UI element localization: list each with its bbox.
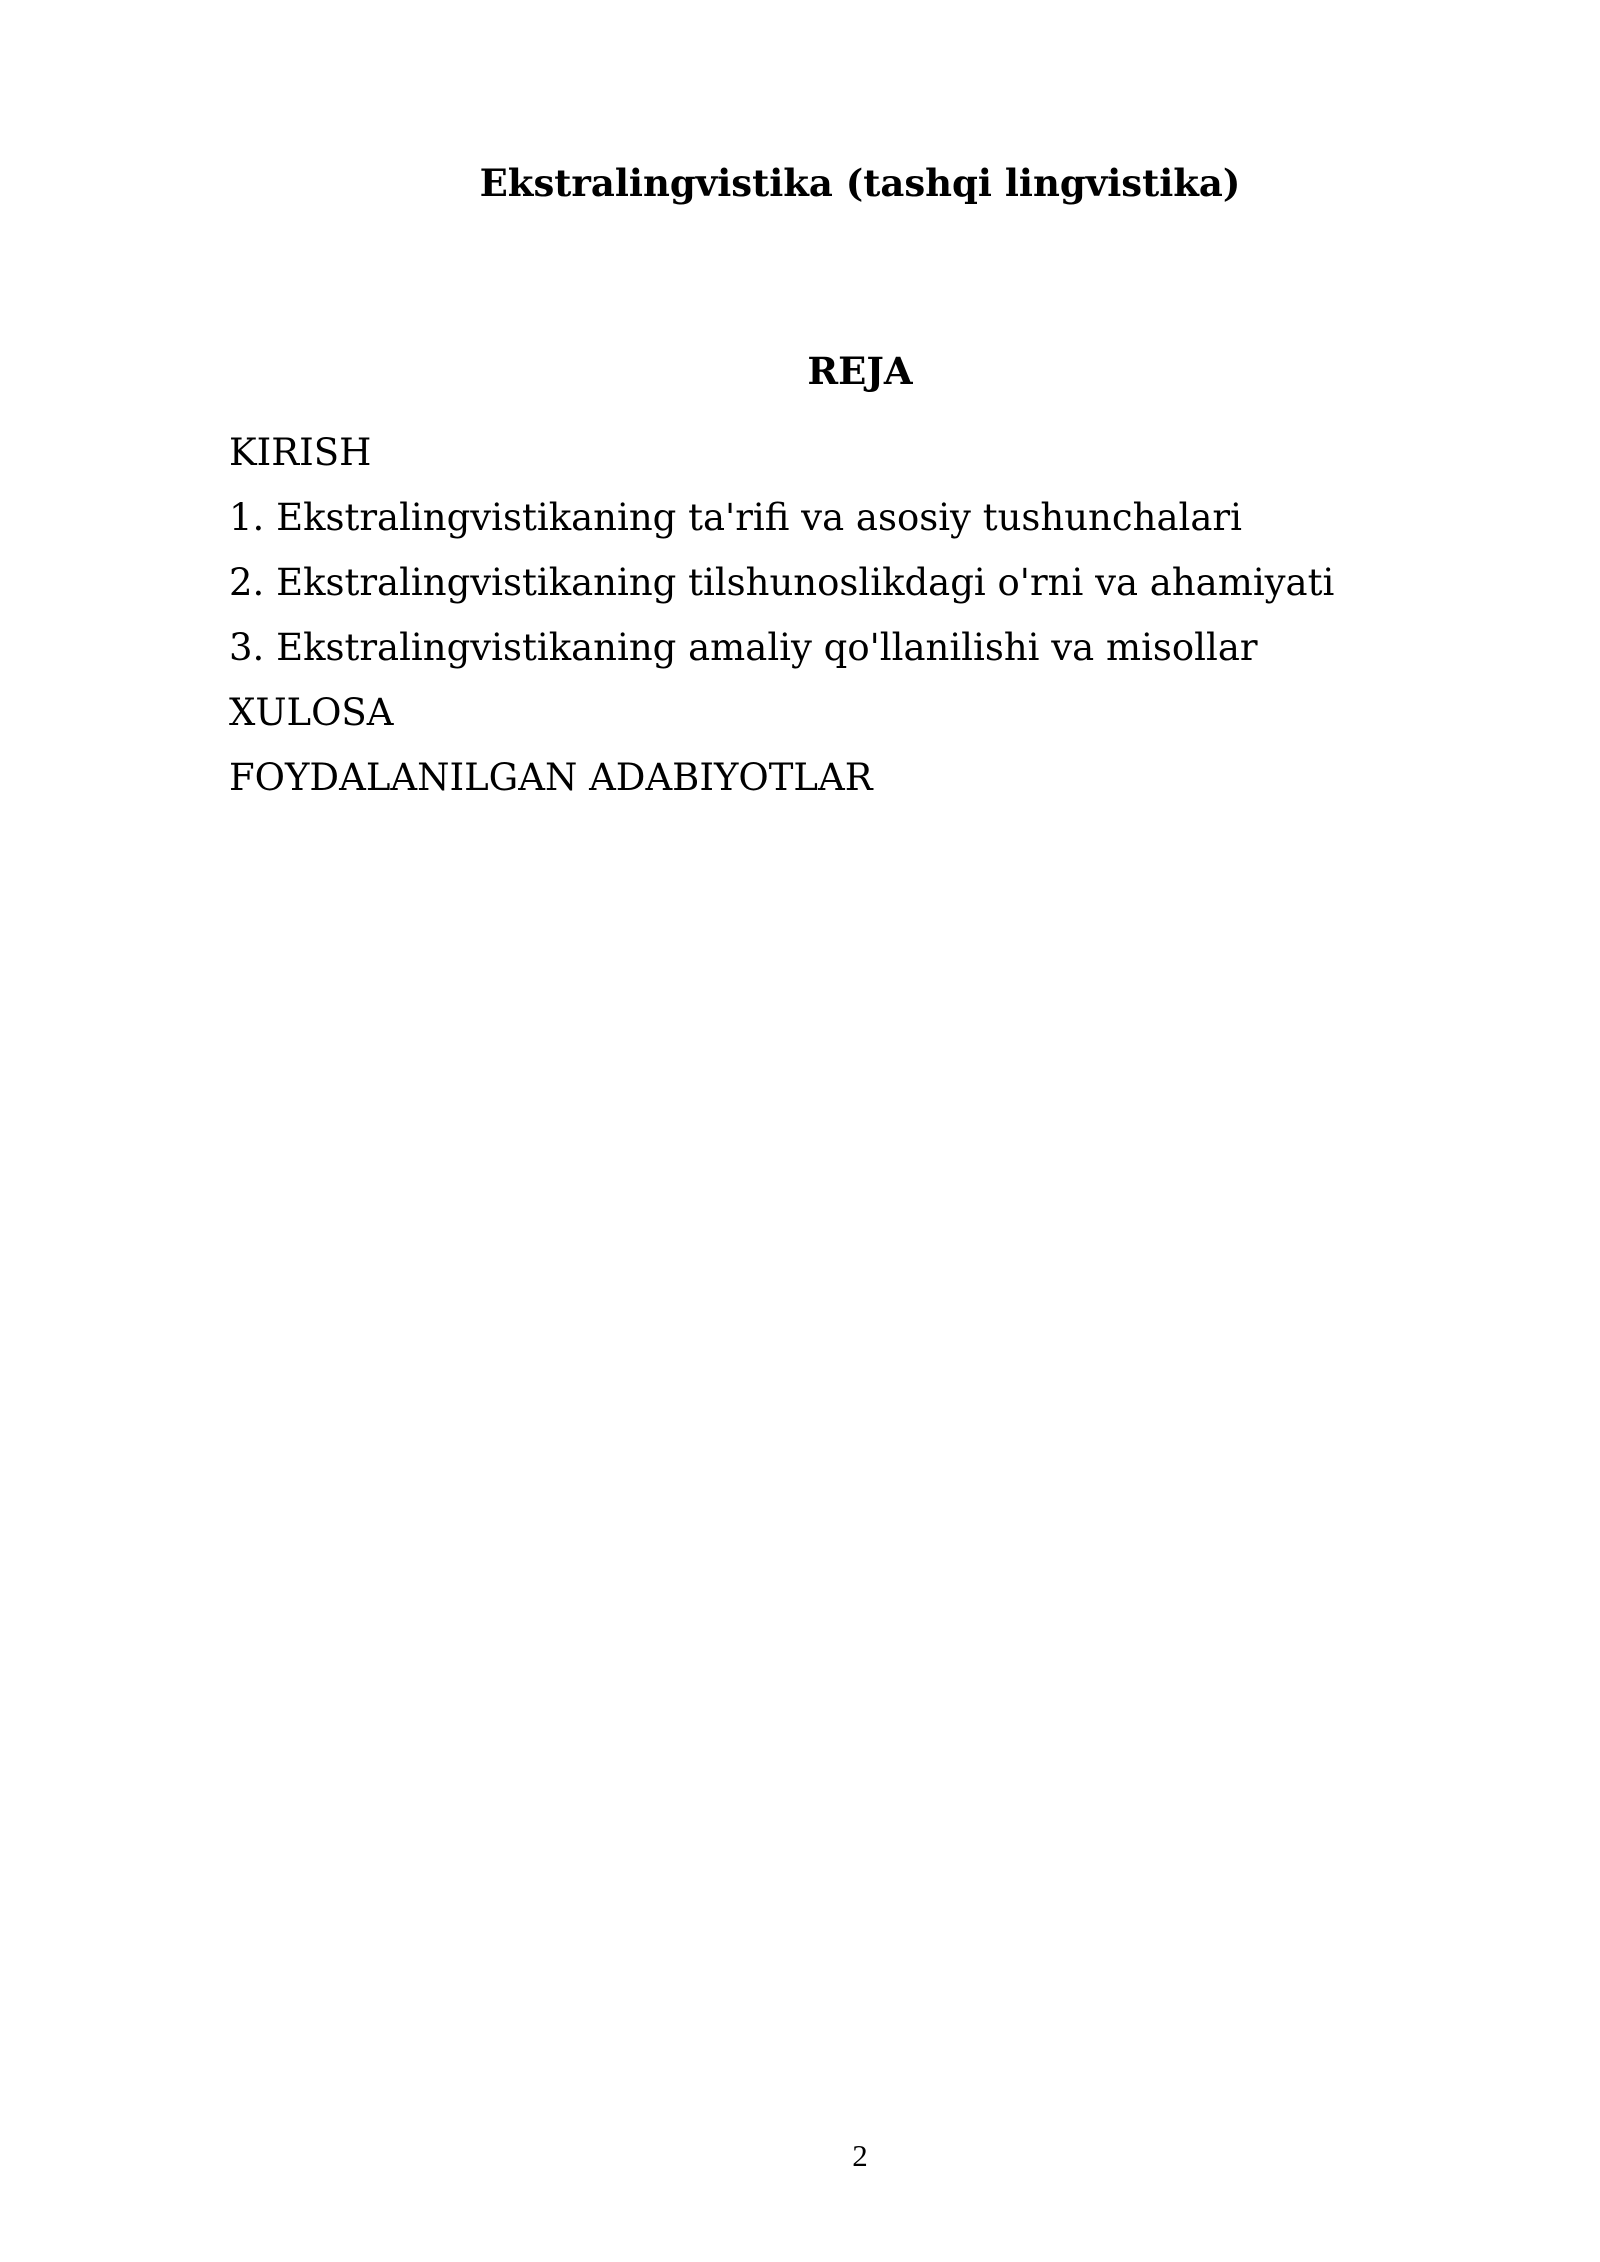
plan-item-1: 1. Ekstralingvistikaning ta'rifi va asosiy tushunchalari — [229, 496, 1242, 539]
page-number: 2 — [852, 2138, 868, 2173]
plan-item-3: 3. Ekstralingvistikaning amaliy qo'llanilishi va misollar — [229, 626, 1258, 669]
plan-item-references: FOYDALANILGAN ADABIYOTLAR — [229, 756, 873, 799]
document-title: Ekstralingvistika (tashqi lingvistika) — [479, 161, 1241, 205]
plan-item-introduction: KIRISH — [229, 431, 372, 474]
plan-item-2: 2. Ekstralingvistikaning tilshunoslikdagi o'rni va ahamiyati — [229, 561, 1335, 604]
plan-list — [229, 420, 1334, 810]
plan-heading: REJA — [807, 349, 913, 393]
plan-item-conclusion: XULOSA — [229, 691, 394, 734]
